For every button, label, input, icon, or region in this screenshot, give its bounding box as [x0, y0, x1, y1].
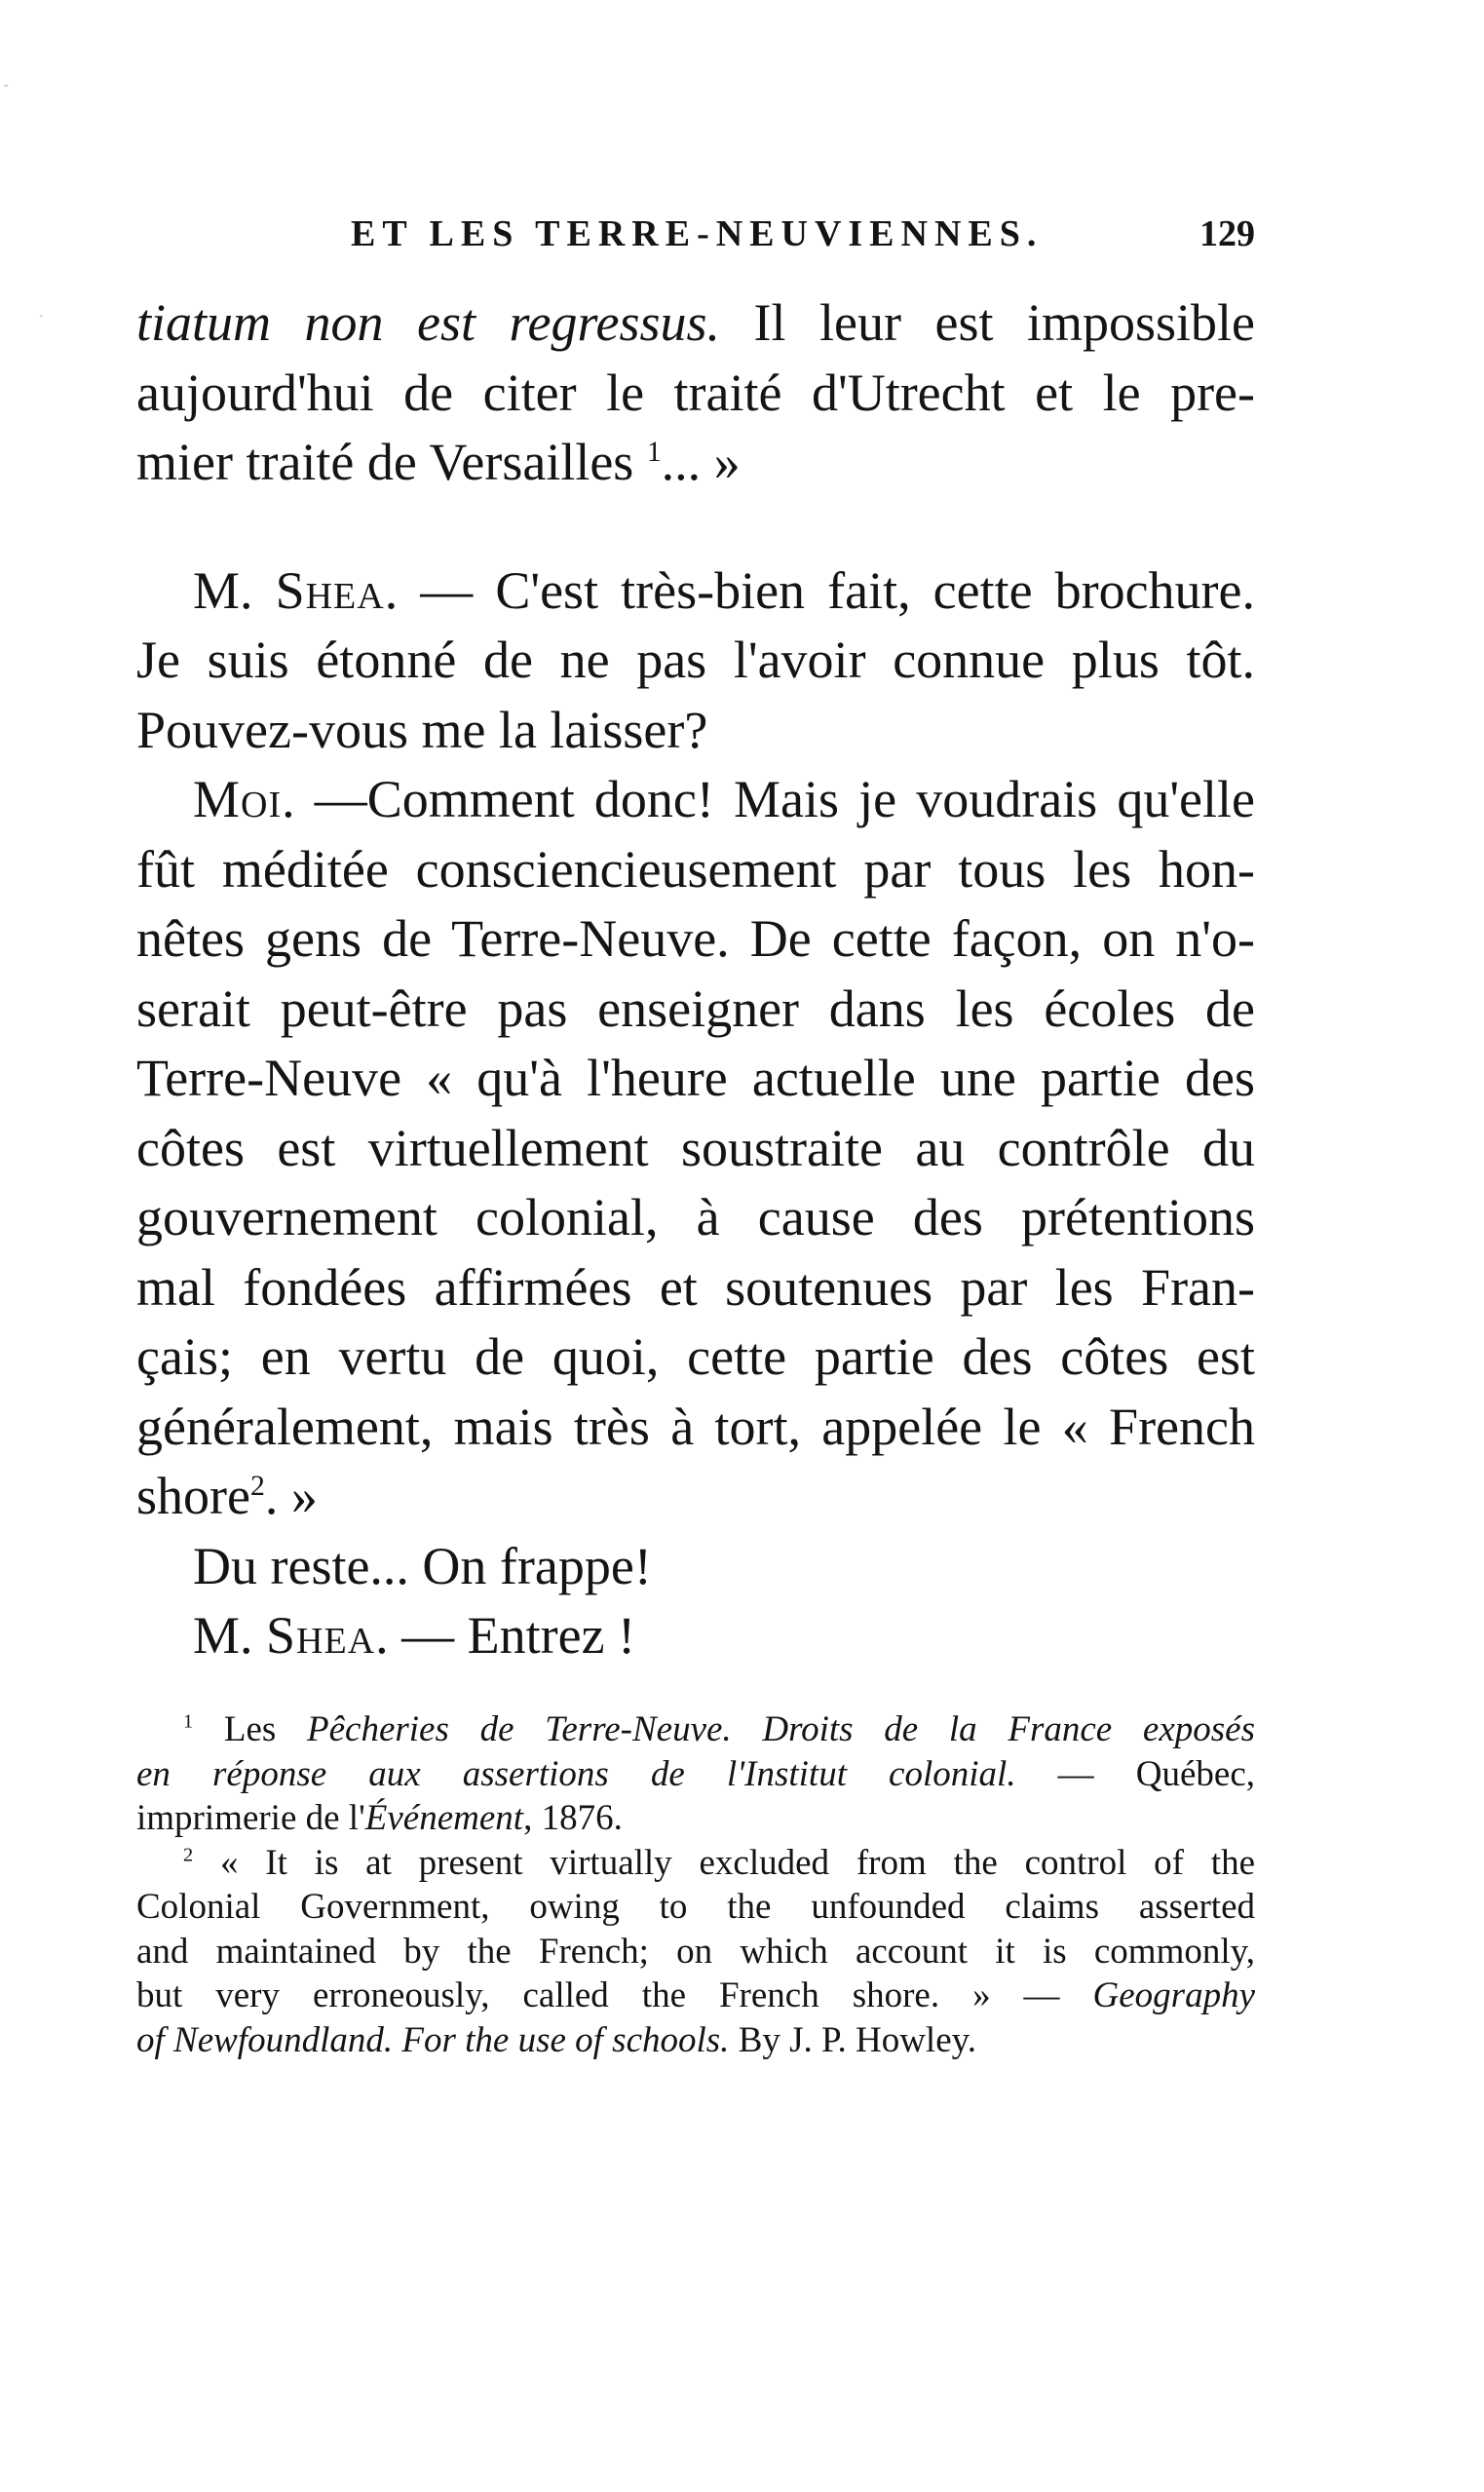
- text-run: imprimerie de l': [136, 1798, 365, 1838]
- text-line: serait peut-être pas enseigner dans les écoles de: [136, 978, 1255, 1038]
- text-run: ... »: [661, 433, 741, 491]
- text-line: gouvernement colonial, à cause des prétentions: [136, 1188, 1255, 1246]
- running-head: ET LES TERRE-NEUVIENNES.: [351, 213, 1044, 254]
- text-line: [136, 288, 1255, 359]
- text-run: By J. P. Howley.: [729, 2019, 976, 2060]
- speaker-prefix: M.: [193, 1606, 267, 1665]
- text-line: [136, 556, 1255, 627]
- main-text: [136, 288, 1255, 1671]
- text-line: nêtes gens de Terre-Neuve. De cette façon, on n'o-: [136, 909, 1255, 968]
- text-line: Du reste... On frappe!: [193, 1536, 652, 1595]
- text-run: . »: [264, 1467, 318, 1525]
- paragraph: [136, 556, 1255, 766]
- text-run: shore: [136, 1467, 250, 1525]
- italic-title: Événement: [364, 1798, 524, 1838]
- text-run: « It is at present virtually excluded from the control of the: [193, 1842, 1255, 1883]
- footnotes: [136, 1707, 1255, 2062]
- text-line: Pouvez-vous me la laisser?: [136, 700, 708, 759]
- text-run: , 1876.: [523, 1798, 623, 1838]
- footnote-2: [136, 1841, 1255, 2063]
- text-line: Terre-Neuve « qu'à l'heure actuelle une partie des: [136, 1049, 1255, 1107]
- italic-title: Geography: [1092, 1975, 1255, 2015]
- footnote-ref: 2: [249, 1471, 265, 1502]
- footnote-marker: 1: [183, 1710, 194, 1733]
- text-line: [136, 765, 1255, 835]
- text-line: [136, 1841, 1255, 1886]
- text-line: [136, 2018, 1255, 2063]
- text-line: çais; en vertu de quoi, cette partie des côtes est: [136, 1327, 1255, 1386]
- text-run: Il leur est impossible: [720, 293, 1255, 352]
- paragraph: [136, 765, 1255, 1532]
- italic-title: Pêcheries de Terre-Neuve. Droits de la France exposés: [307, 1709, 1255, 1749]
- text-line: Je suis étonné de ne pas l'avoir connue plus tôt.: [136, 631, 1255, 689]
- text-line: Colonial Government, owing to the unfounded claims asserted: [136, 1887, 1255, 1927]
- footnote-ref: 1: [646, 437, 662, 468]
- text-line: and maintained by the French; on which account it is commonly,: [136, 1931, 1255, 1972]
- text-run: — Québec,: [1015, 1753, 1255, 1794]
- paragraph: [136, 1601, 1255, 1671]
- speaker-name: Moi: [193, 770, 283, 828]
- text-line: [136, 1707, 1255, 1752]
- text-line: généralement, mais très à tort, appelée le « French: [136, 1397, 1255, 1456]
- paragraph-gap: [136, 498, 1255, 556]
- text-run: but very erroneously, called the French shore. » —: [136, 1975, 1093, 2015]
- page-number: 129: [1199, 213, 1255, 254]
- text-line: [136, 1752, 1255, 1797]
- text-line: [136, 1462, 1255, 1532]
- text-line: [136, 428, 1255, 498]
- italic-title: en réponse aux assertions de l'Institut colonial.: [136, 1753, 1016, 1794]
- text-run: . —Comment donc! Mais je voudrais qu'elle: [282, 770, 1255, 828]
- footnote-marker: 2: [183, 1844, 194, 1866]
- text-run: . — Entrez !: [375, 1606, 636, 1665]
- text-run: mier traité de Versailles: [136, 433, 647, 491]
- text-line: [136, 1601, 1255, 1671]
- text-run: Les: [193, 1709, 307, 1749]
- speaker-name: Shea: [275, 560, 385, 620]
- paragraph: [136, 288, 1255, 498]
- edge-mark: ·: [39, 310, 44, 325]
- text-run: . — C'est très-bien fait, cette brochure.: [384, 560, 1255, 620]
- text-line: côtes est virtuellement soustraite au contrôle du: [136, 1118, 1255, 1177]
- text-line: [136, 1974, 1255, 2018]
- text-line: [136, 1796, 1255, 1841]
- italic-title: of Newfoundland. For the use of schools.: [136, 2019, 730, 2060]
- latin-phrase: tiatum non est regressus.: [136, 293, 721, 352]
- edge-mark: -: [4, 78, 9, 93]
- footnote-1: [136, 1707, 1255, 1841]
- speaker-prefix: M.: [193, 560, 276, 620]
- speaker-name: Shea: [266, 1606, 376, 1665]
- page-header: [136, 212, 1255, 261]
- text-line: mal fondées affirmées et soutenues par les Fran-: [136, 1257, 1255, 1317]
- paragraph: [136, 1532, 1255, 1602]
- text-line: aujourd'hui de citer le traité d'Utrecht et le pre-: [136, 363, 1255, 422]
- text-line: fût méditée consciencieusement par tous les hon-: [136, 839, 1255, 899]
